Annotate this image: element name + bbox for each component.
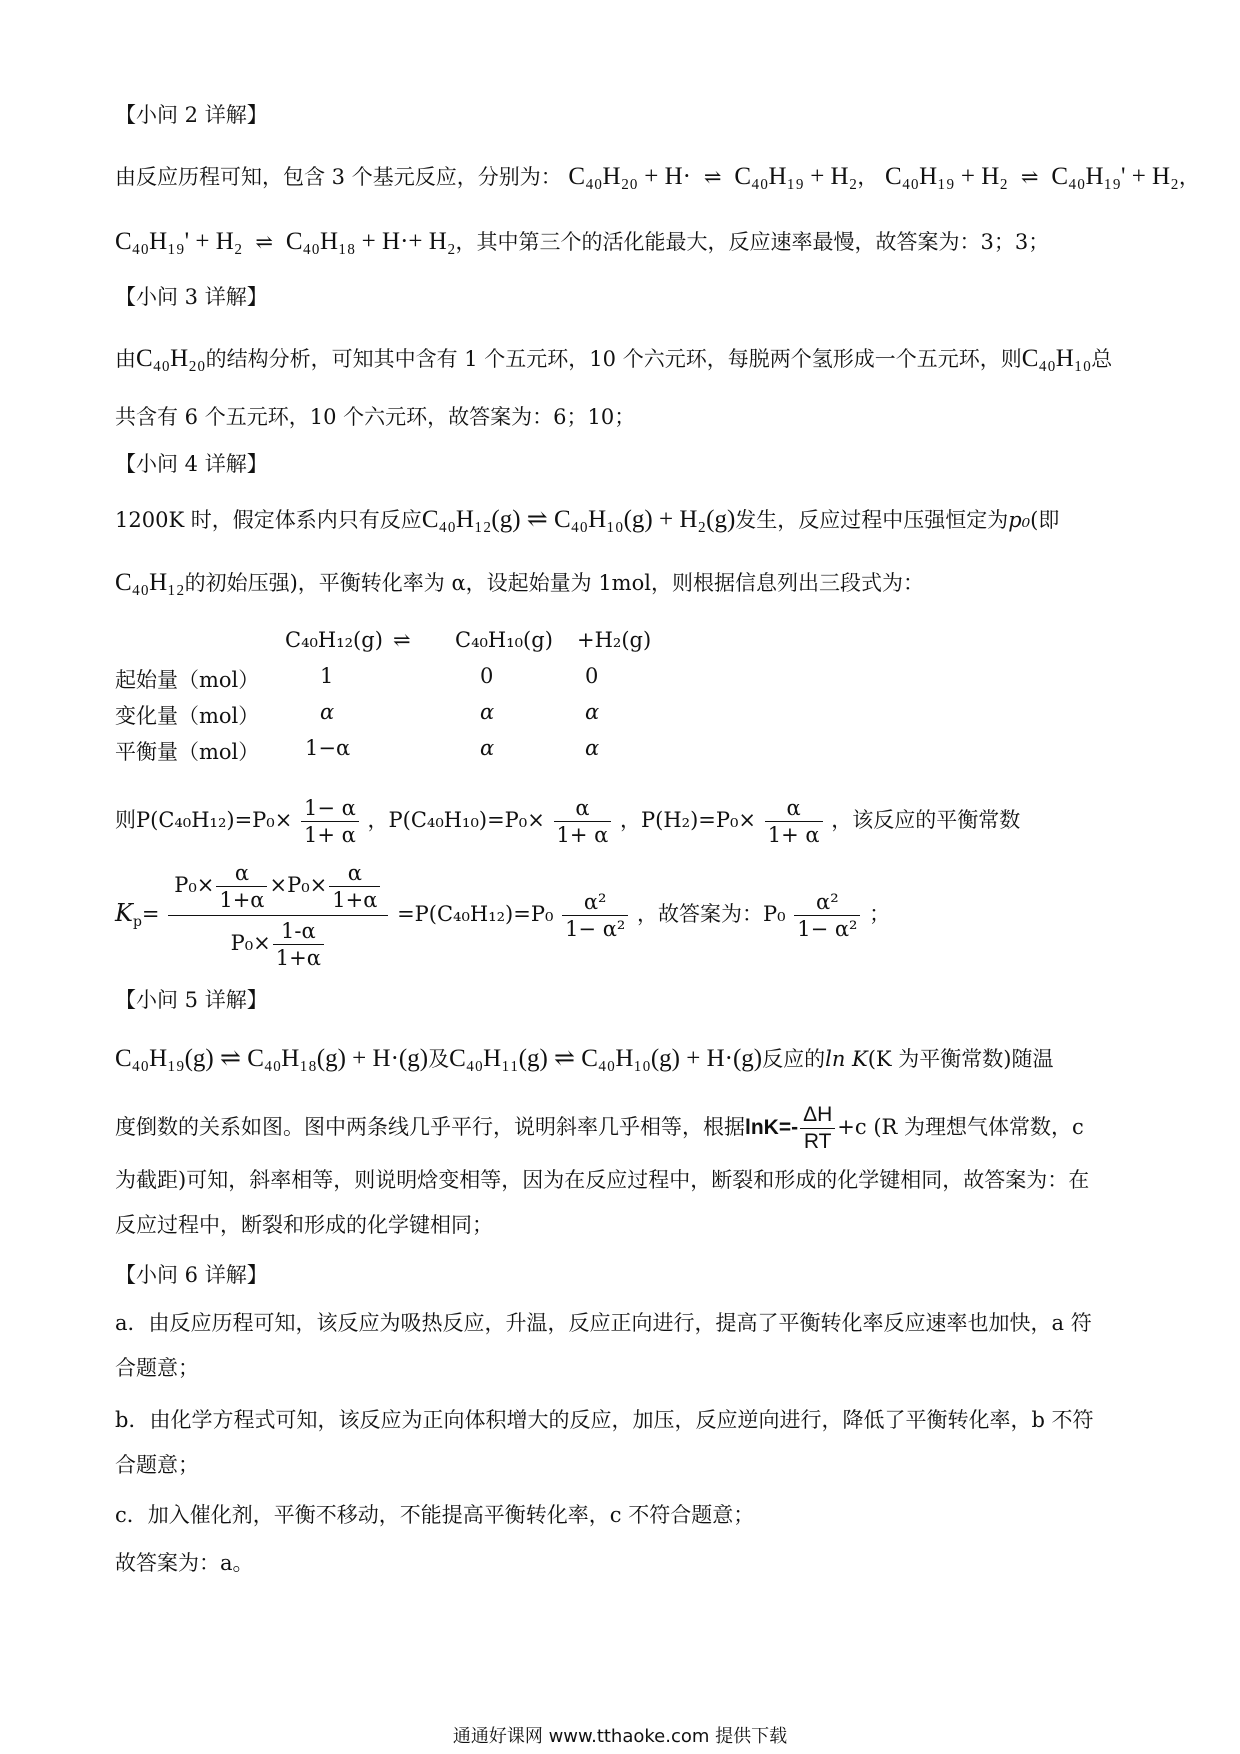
fraction-denominator: 1− α² [797, 917, 858, 941]
fraction-numerator: α² [794, 889, 860, 916]
fraction [301, 795, 359, 848]
q2-eq3-lhs: C₄₀H₁₉' + H₂ [115, 228, 243, 255]
table-header-cell: C₄₀H₁₂(g) [285, 628, 383, 652]
q3-formula-a: C₄₀H₂₀ [136, 345, 206, 372]
fraction-denominator: 1+ α [304, 823, 356, 847]
q5-suffix: 反应的 [762, 1047, 826, 1071]
fraction [273, 918, 324, 971]
fraction-numerator: α² [562, 889, 628, 916]
q5-reaction1: C₄₀H₁₉(g) ⇌ C₄₀H₁₈(g) + H·(g) [115, 1045, 429, 1072]
footer: 通通好课网 www.tthaoke.com 提供下载 [452, 1726, 788, 1747]
q4-partial-pressures [115, 790, 1020, 850]
q2-eq2-lhs: C₄₀H₁₉ + H₂ [885, 163, 1008, 190]
q6-b1: b．由化学方程式可知，该反应为正向体积增大的反应，加压，反应逆向进行，降低了平衡转化率，b 不符 [115, 1408, 1094, 1432]
q5-line2-a: 度倒数的关系如图。图中两条线几乎平行，说明斜率几乎相等，根据 [115, 1115, 745, 1139]
q4-heading: 【小问 4 详解】 [115, 452, 268, 476]
fraction [562, 889, 628, 942]
q3-text-c: 总 [1091, 347, 1113, 371]
q5-line2 [115, 1097, 1084, 1158]
q4-p0: p₀ [1008, 508, 1031, 532]
q2-eq1-lhs: C₄₀H₂₀ + H· [568, 163, 691, 190]
q2-heading: 【小问 2 详解】 [115, 103, 268, 127]
q2-eq3-rhs: C₄₀H₁₈ + H·+ H₂ [285, 228, 456, 255]
fraction-denominator: 1+α [275, 946, 321, 970]
q2-eq2-rhs: C₄₀H₁₉' + H₂ [1051, 163, 1179, 190]
equilibrium-arrow-icon: ⇌ [703, 165, 722, 189]
kp-label: K [115, 899, 133, 927]
fraction-denominator: RT [803, 1130, 832, 1153]
q5-heading: 【小问 5 详解】 [115, 988, 268, 1012]
table-cell: α [585, 700, 600, 724]
q3-text-a: 由 [115, 347, 136, 371]
fraction-denominator: 1+ α [767, 823, 820, 847]
fraction [216, 860, 267, 913]
kp-num-mid: ×P₀× [269, 873, 328, 897]
q4-text-b: 发生，反应过程中压强恒定为 [735, 508, 1009, 532]
table-header-cell: ⇌ [393, 628, 411, 652]
kp-numerator [168, 858, 388, 916]
kp-den-p0: P₀× [230, 931, 271, 955]
q5-line3: 为截距)可知，斜率相等，则说明焓变相等，因为在反应过程中，断裂和形成的化学键相同，故答案为：在 [115, 1168, 1090, 1192]
q4-line2-text: 的初始压强)，平衡转化率为 α，设起始量为 1mol，则根据信息列出三段式为： [184, 571, 924, 595]
fraction-numerator: α [765, 795, 823, 822]
q4-line2 [115, 568, 924, 598]
table-row-label: 平衡量（mol） [115, 740, 260, 764]
table-header-cell: +H₂(g) [577, 628, 652, 652]
table-cell: α [480, 700, 495, 724]
kp-num-p0: P₀× [174, 873, 215, 897]
fraction [329, 860, 380, 913]
q2-line2 [115, 227, 1049, 257]
fraction-numerator: α [216, 860, 267, 887]
q5-lnk-eq: lnK=- [745, 1116, 799, 1139]
q4-reaction: C₄₀H₁₂(g) ⇌ C₄₀H₁₀(g) + H₂(g) [421, 506, 736, 533]
q5-and: 及 [428, 1047, 450, 1071]
q3-line1 [115, 344, 1112, 374]
q4-text-c: (即 [1030, 508, 1060, 532]
kp-eq: =P(C₄₀H₁₂)=P₀ [397, 902, 554, 926]
q3-line2: 共含有 6 个五元环，10 个六元环，故答案为：6；10； [115, 405, 636, 429]
kp-end: ； [869, 902, 891, 926]
table-cell: 1 [320, 664, 334, 688]
q5-line2-b: +c (R 为理想气体常数，c [837, 1115, 1084, 1139]
kp-big-fraction [168, 858, 388, 973]
kp-sub: p [132, 914, 142, 931]
fraction-numerator: 1− α [301, 795, 359, 822]
q5-line4: 反应过程中，断裂和形成的化学键相同； [115, 1213, 493, 1237]
q2-line1-prefix: 由反应历程可知，包含 3 个基元反应，分别为： [115, 165, 562, 189]
table-row-label: 变化量（mol） [115, 704, 260, 728]
table-cell: α [320, 700, 335, 724]
partial-b-text: ，P(C₄₀H₁₀)=P₀× [367, 808, 545, 832]
fraction [554, 795, 612, 848]
fraction-denominator: 1− α² [565, 917, 626, 941]
q2-line2-suffix: ，其中第三个的活化能最大，反应速率最慢，故答案为：3；3； [455, 230, 1050, 254]
fraction [794, 889, 860, 942]
q5-line1 [115, 1044, 1053, 1074]
partial-c-text: ，P(H₂)=P₀× [620, 808, 757, 832]
fraction-numerator: ΔH [800, 1102, 835, 1129]
q6-b2: 合题意； [115, 1453, 199, 1477]
kp-answer: ，故答案为：P₀ [636, 902, 786, 926]
q6-c1: c．加入催化剂，平衡不移动，不能提高平衡转化率，c 不符合题意； [115, 1503, 755, 1527]
table-cell: 0 [585, 664, 599, 688]
fraction-numerator: α [554, 795, 612, 822]
fraction-denominator: 1+α [219, 888, 265, 912]
fraction-denominator: 1+α [332, 888, 378, 912]
table-cell: α [480, 736, 495, 760]
fraction [765, 795, 823, 848]
partial-suffix: ，该反应的平衡常数 [831, 808, 1021, 832]
equilibrium-arrow-icon: ⇌ [1020, 165, 1039, 189]
partial-a-text: 则P(C₄₀H₁₂)=P₀× [115, 808, 293, 832]
q6-a1: a．由反应历程可知，该反应为吸热反应，升温，反应正向进行，提高了平衡转化率反应速率也加快，a 符 [115, 1311, 1092, 1335]
equilibrium-arrow-icon: ⇌ [255, 230, 273, 254]
q6-a2: 合题意； [115, 1356, 199, 1380]
fraction-numerator: 1-α [273, 918, 324, 945]
fraction [800, 1102, 835, 1155]
q3-text-b: 的结构分析，可知其中含有 1 个五元环，10 个六元环，每脱两个氢形成一个五元环，则 [205, 347, 1022, 371]
q3-heading: 【小问 3 详解】 [115, 285, 268, 309]
kp-expression: $K_p=$ P₀× $\frac{\alpha}{1+\alpha}$ ×P₀× $\frac{\alpha}{1+\alpha}$ P₀× $\frac{1-\alpha}{1+\alpha}$ =P(C₄₀H₁₂)=P₀ $\frac{\text{α²}}{\text{1− α²}}$ ，故答案为：P₀ $\frac{\text{α²}}{\text{1− α²}}$ ； [115, 858, 890, 968]
q4-text-a: 1200K 时，假定体系内只有反应 [115, 508, 422, 532]
table-cell: 0 [480, 664, 494, 688]
fraction-numerator: α [329, 860, 380, 887]
q3-formula-b: C₄₀H₁₀ [1021, 345, 1092, 372]
q5-lnk: ln K [825, 1047, 868, 1071]
table-header-cell: C₄₀H₁₀(g) [455, 628, 553, 652]
ice-table [115, 628, 715, 768]
fraction-denominator: 1+ α [556, 823, 609, 847]
q5-reaction2: C₄₀H₁₁(g) ⇌ C₄₀H₁₀(g) + H·(g) [449, 1045, 763, 1072]
q4-line2-formula: C₄₀H₁₂ [115, 569, 185, 596]
table-cell: 1−α [305, 736, 351, 760]
q5-paren: (K 为平衡常数)随温 [867, 1047, 1054, 1071]
q4-line1 [115, 505, 1059, 535]
kp-denominator [168, 916, 388, 973]
table-row-label: 起始量（mol） [115, 668, 260, 692]
table-cell: α [585, 736, 600, 760]
q6-heading: 【小问 6 详解】 [115, 1263, 268, 1287]
q2-line1: 由反应历程可知，包含 3 个基元反应，分别为： C₄₀H₂₀ + H· ⇌ C₄₀H₁₉ + H₂， C₄₀H₁₉ + H₂ ⇌ C₄₀H₁₉' + H₂， [115, 163, 1200, 190]
q2-eq1-rhs: C₄₀H₁₉ + H₂ [734, 163, 858, 190]
q6-answer: 故答案为：a。 [115, 1551, 254, 1575]
